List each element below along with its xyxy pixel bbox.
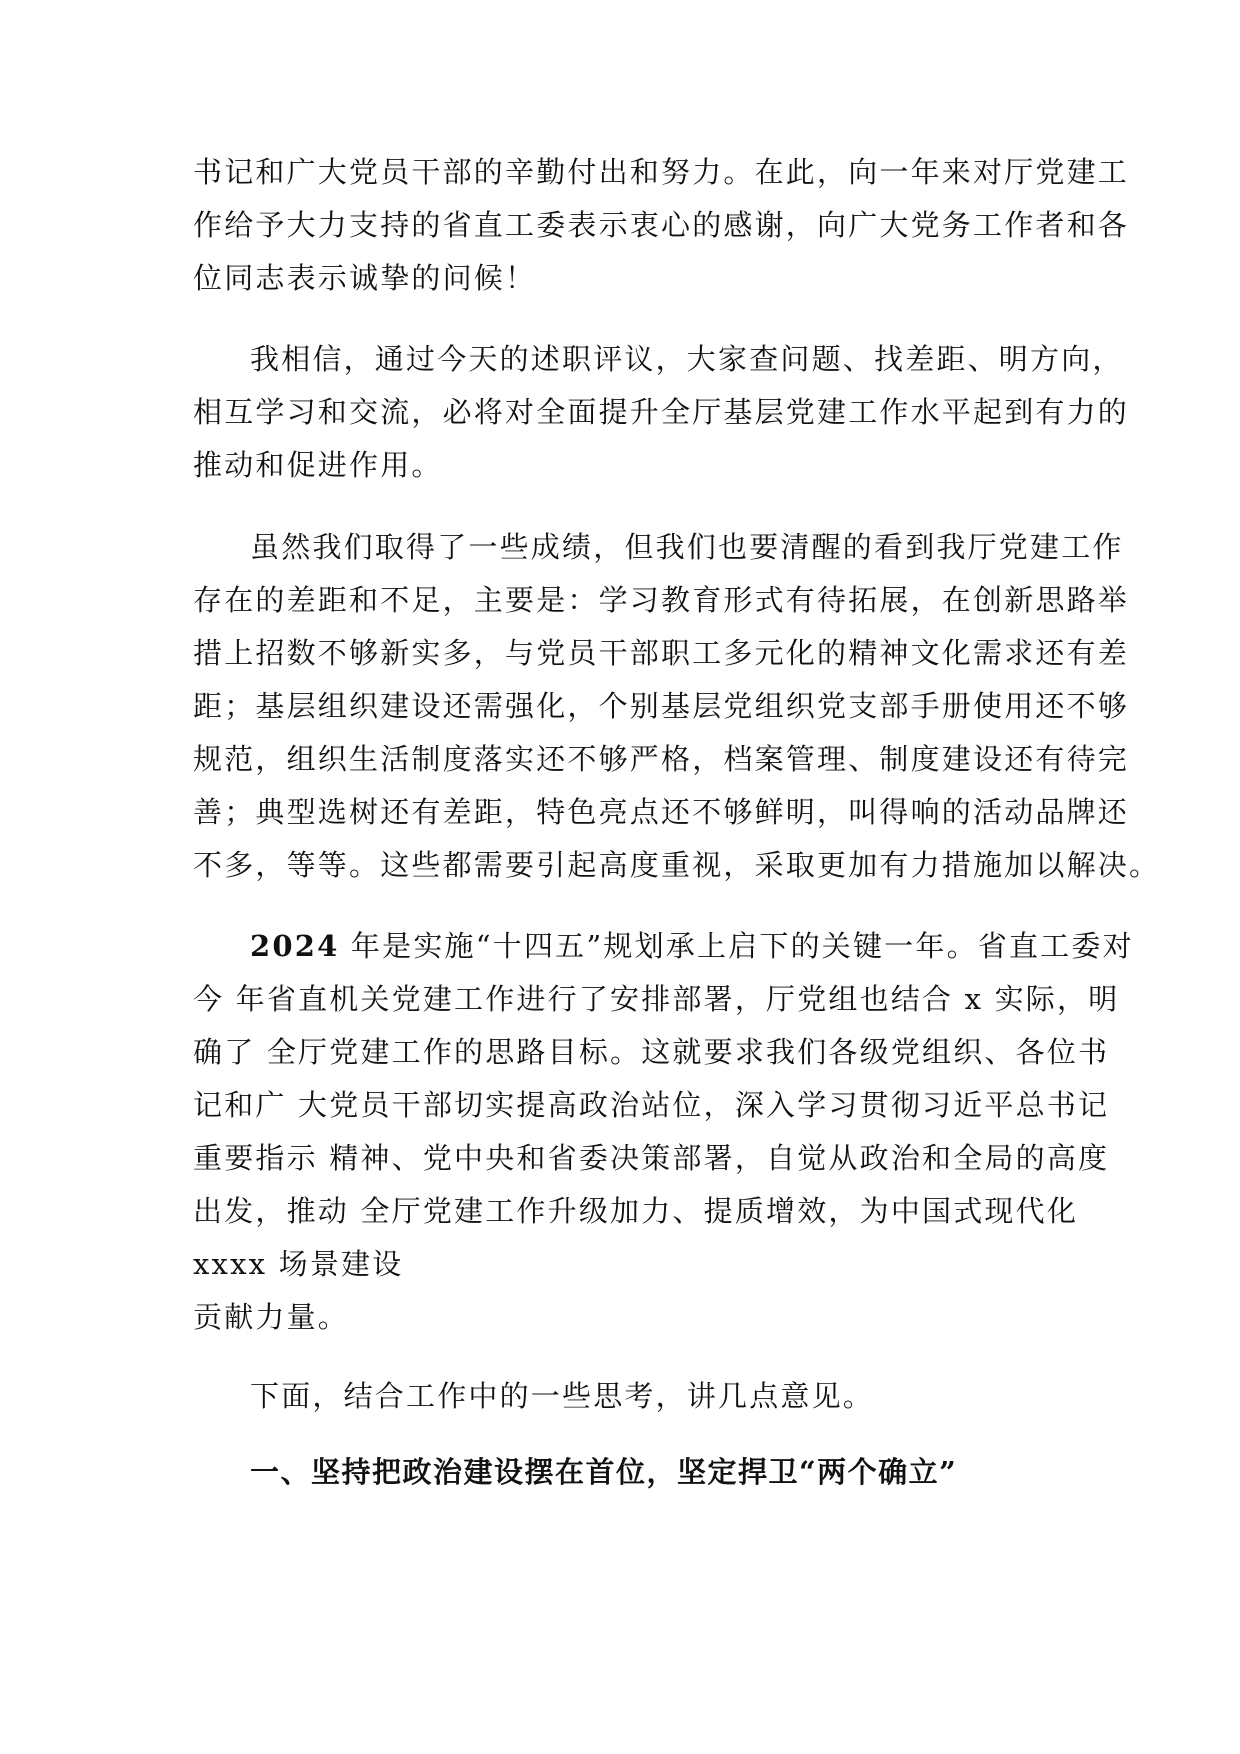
paragraph-4-line-6: 出发，推动 全厅党建工作升级加力、提质增效，为中国式现代化 [193, 1194, 1079, 1228]
year-number: 2024 [250, 929, 340, 963]
paragraph-4-line-1-text: 年是实施“十四五”规划承上启下的关键一年。省直工委对 [339, 929, 1134, 963]
paragraph-2-line-1: 我相信，通过今天的述职评议，大家查问题、找差距、明方向， [250, 342, 1124, 376]
paragraph-3-line-1: 虽然我们取得了一些成绩，但我们也要清醒的看到我厅党建工作 [250, 530, 1124, 564]
paragraph-1-line-2: 作给予大力支持的省直工委表示衷心的感谢，向广大党务工作者和各 [193, 208, 1130, 242]
paragraph-1-line-3: 位同志表示诚挚的问候！ [193, 261, 537, 295]
paragraph-3-line-3: 措上招数不够新实多，与党员干部职工多元化的精神文化需求还有差 [193, 636, 1130, 670]
paragraph-4-line-1 [250, 926, 1134, 966]
paragraph-3-line-7: 不多，等等。这些都需要引起高度重视，采取更加有力措施加以解决。 [193, 848, 1161, 882]
paragraph-3-line-4: 距；基层组织建设还需强化，个别基层党组织党支部手册使用还不够 [193, 689, 1130, 723]
paragraph-4-line-7: xxxx 场景建设 [193, 1247, 404, 1281]
paragraph-3-line-6: 善；典型选树还有差距，特色亮点还不够鲜明，叫得响的活动品牌还 [193, 795, 1130, 829]
paragraph-2-line-3: 推动和促进作用。 [193, 448, 443, 482]
paragraph-3-line-2: 存在的差距和不足，主要是：学习教育形式有待拓展，在创新思路举 [193, 583, 1130, 617]
paragraph-3-line-5: 规范，组织生活制度落实还不够严格，档案管理、制度建设还有待完 [193, 742, 1130, 776]
paragraph-4-line-3: 确了 全厅党建工作的思路目标。这就要求我们各级党组织、各位书 [193, 1035, 1110, 1069]
paragraph-4-line-5: 重要指示 精神、党中央和省委决策部署，自觉从政治和全局的高度 [193, 1141, 1110, 1175]
paragraph-4-line-4: 记和广 大党员干部切实提高政治站位，深入学习贯彻习近平总书记 [193, 1088, 1110, 1122]
paragraph-2-line-2: 相互学习和交流，必将对全面提升全厅基层党建工作水平起到有力的 [193, 395, 1130, 429]
paragraph-4-line-8: 贡献力量。 [193, 1300, 350, 1334]
paragraph-4-line-2: 今 年省直机关党建工作进行了安排部署，厅党组也结合 x 实际，明 [193, 982, 1120, 1016]
paragraph-1-line-1: 书记和广大党员干部的辛勤付出和努力。在此，向一年来对厅党建工 [193, 155, 1130, 189]
section-heading: 一、坚持把政治建设摆在首位，坚定捍卫“两个确立” [250, 1455, 958, 1489]
paragraph-5-line-1: 下面，结合工作中的一些思考，讲几点意见。 [250, 1379, 875, 1413]
